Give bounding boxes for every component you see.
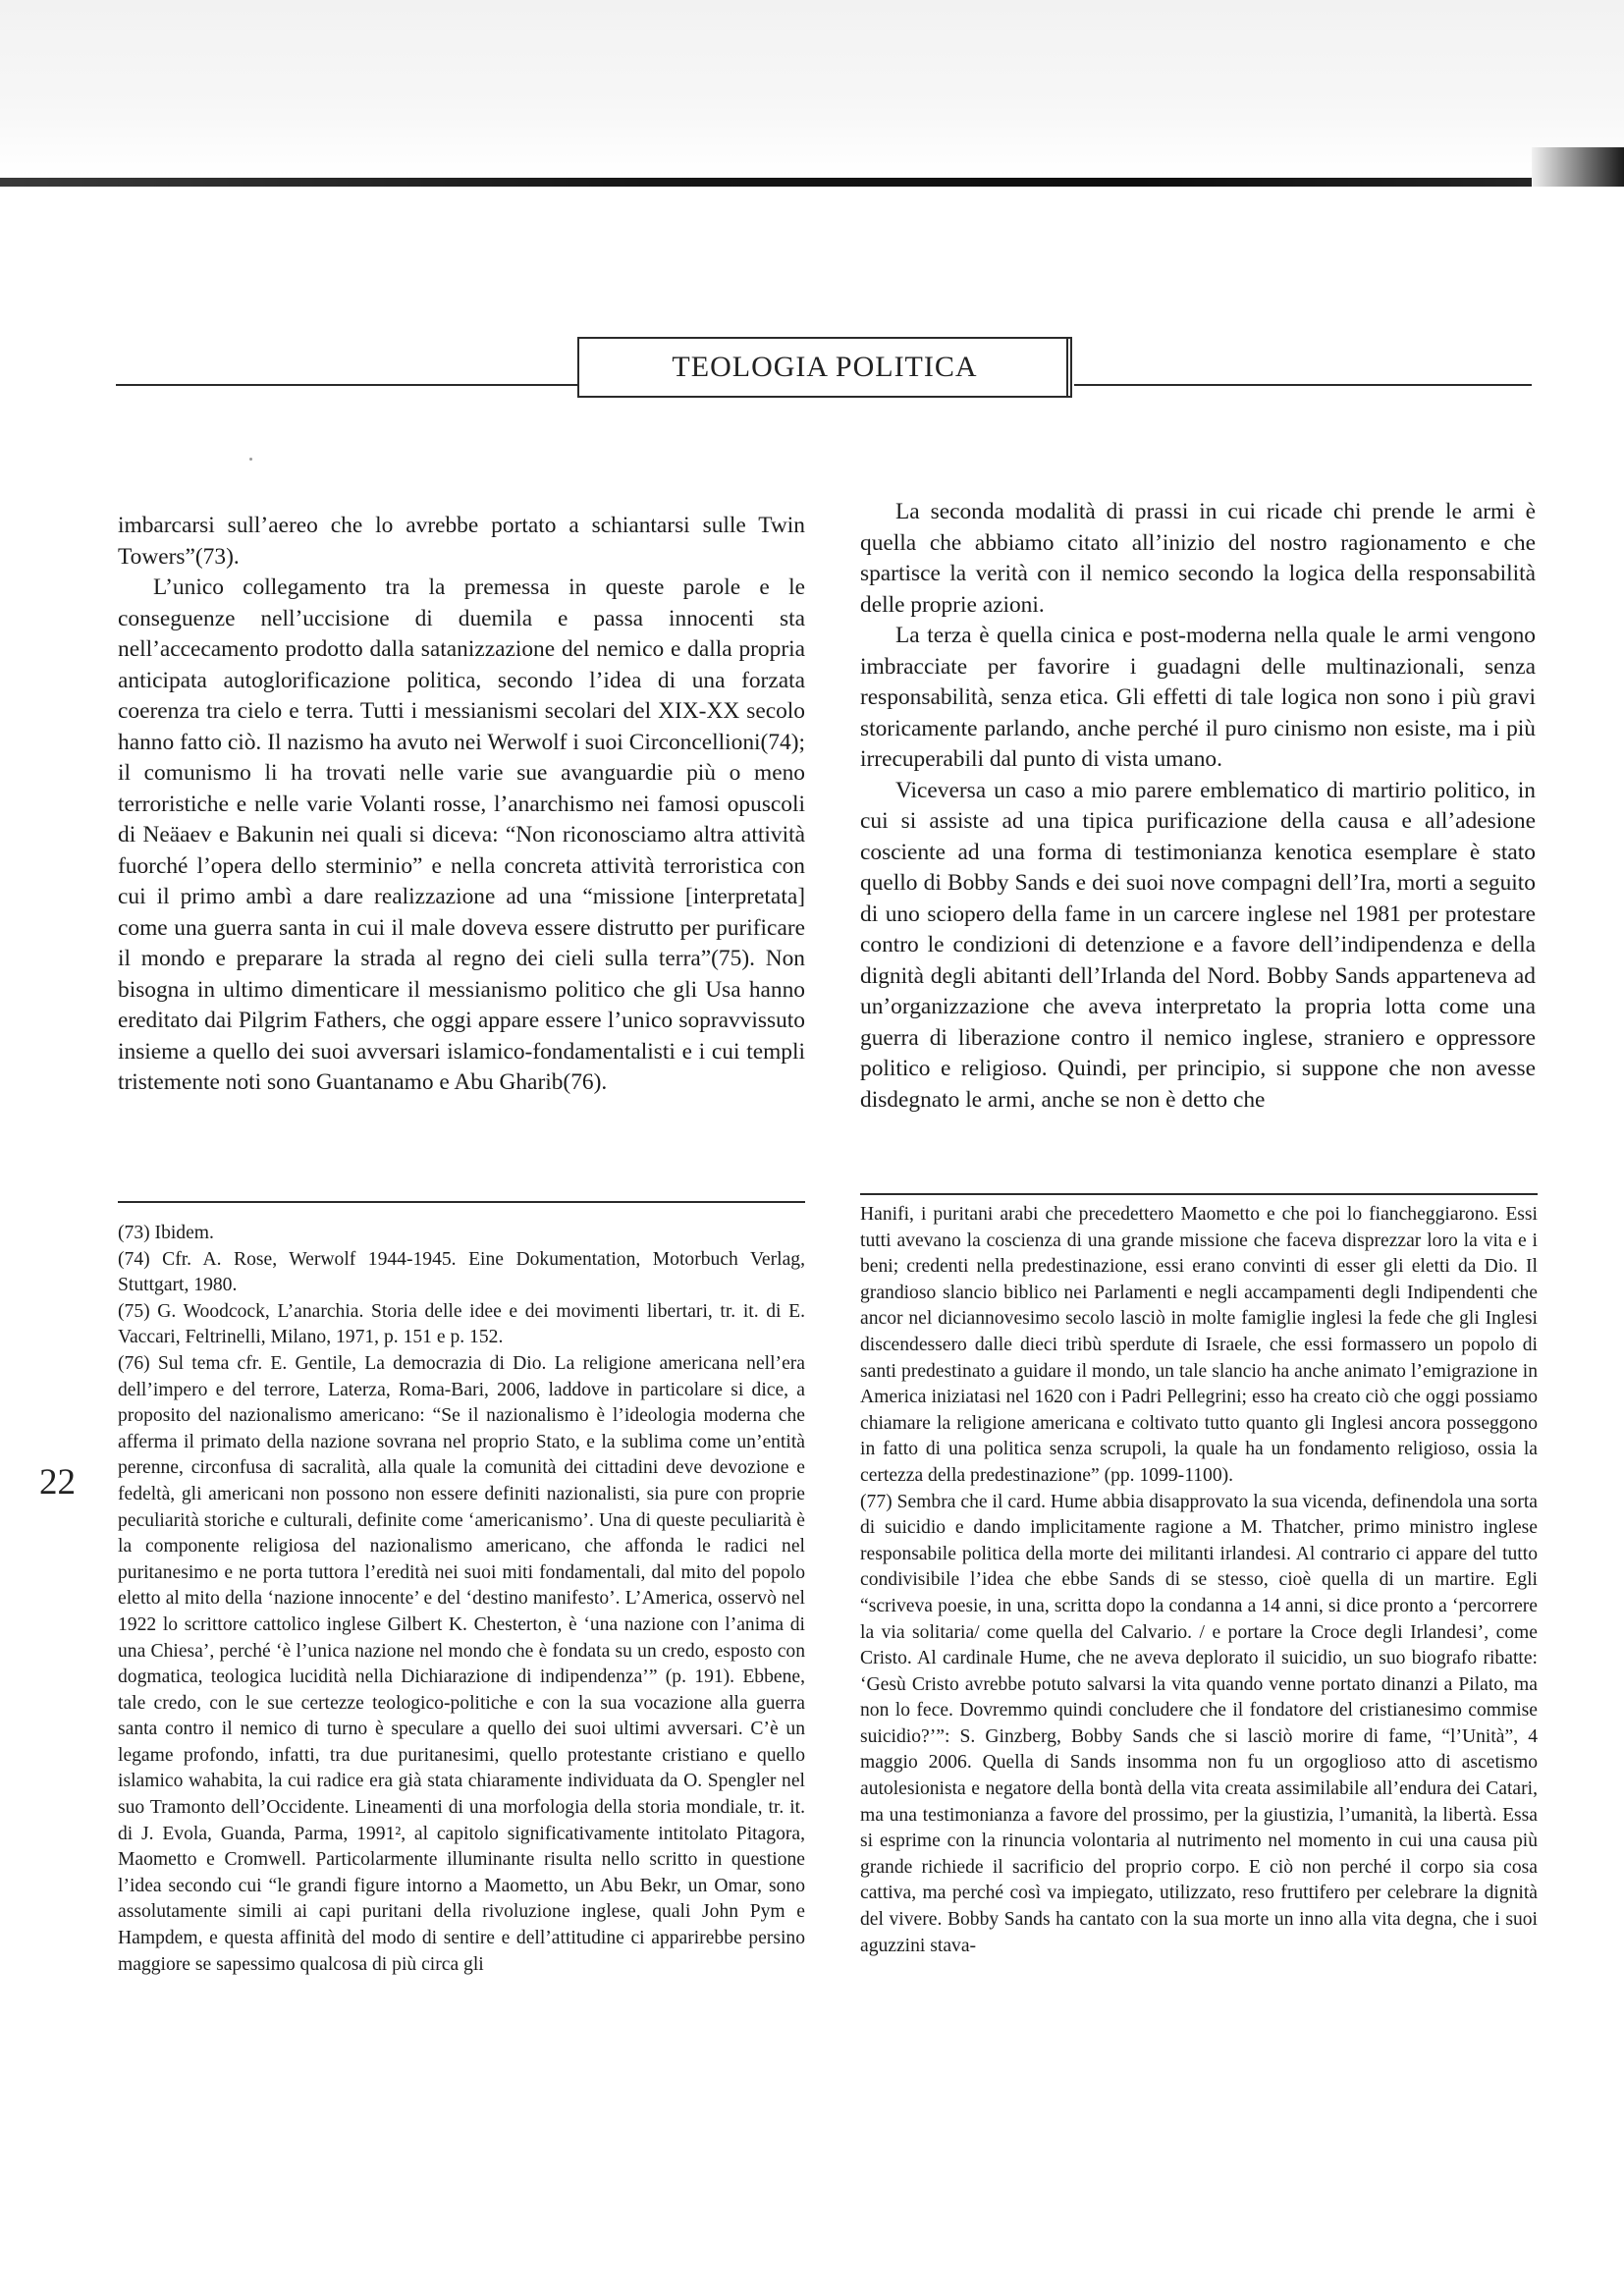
- scan-corner-shadow: [1532, 147, 1624, 187]
- scan-shadow: [0, 0, 1624, 177]
- paragraph: La seconda modalità di prassi in cui ricade chi prende le armi è quella che abbiamo citato all’inizio del nostro ragionamento e che spartisce la verità con il nemico secondo la logica della responsabilità delle proprie azioni.: [860, 499, 1536, 618]
- paragraph: Viceversa un caso a mio parere emblematico di martirio politico, in cui si assiste ad una tipica purificazione della causa e all’adesione cosciente ad una forma di testimonianza kenotica esemplare è stato quello di Bobby Sands e dei suoi nove compagni dell’Ira, morti a seguito di uno sciopero della fame in un carcere inglese nel 1981 per protestare contro le condizioni di detenzione e a favore dell’indipendenza e della dignità degli abitanti dell’Irlanda del Nord. Bobby Sands apparteneva ad un’organizzazione che aveva interpretato la propria lotta come una guerra di liberazione contro il nemico inglese, straniero e oppressore politico e religioso. Quindi, per principio, si suppone che non avesse disdegnato le armi, anche se non è detto che: [860, 777, 1536, 1113]
- scan-top-edge: [0, 178, 1624, 187]
- header-rule-right: [1074, 384, 1532, 386]
- main-text-left-column: [118, 511, 805, 1099]
- footnote: (77) Sembra che il card. Hume abbia disapprovato la sua vicenda, definendola una sorta di suicidio e dando implicitamente ragione a M. Thatcher, primo ministro inglese responsabile politica della morte dei militanti irlandesi. Al contrario ci appare del tutto condivisibile l’idea che ebbe Sands di se stesso, cioè quella di un martire. Egli “scriveva poesie, in una, scritta dopo la condanna a 14 anni, si dice pronto a ‘percorrere la via solitaria/ come quella del Calvario. / e portare la Croce degli Irlandesi’, come Cristo. Al cardinale Hume, che ne aveva deplorato il suicidio, un suo biografo ribatte: ‘Gesù Cristo avrebbe potuto salvarsi la vita quando venne portato dinanzi a Pilato, ma non lo fece. Dovremmo quindi concludere che il fondatore del cristianesimo commise suicidio?’”: S. Ginzberg, Bobby Sands che si lasciò morire di fame, “l’Unità”, 4 maggio 2006. Quella di Sands insomma non fu un orgoglioso atto di ascetismo autolesionista e negatore della bontà della vita creata assimilabile all’endura dei Catari, ma una testimonianza a favore del prossimo, per la giustizia, l’umanità, la libertà. Essa si esprime con la rinuncia volontaria al nutrimento nel momento in cui una causa più grande richiede il sacrificio del proprio corpo. E ciò non perché il corpo sia cosa cattiva, ma perché così va impiegato, utilizzato, reso fruttifero per celebrare la dignità del vivere. Bobby Sands ha cantato con la sua morte un inno alla vita degna, che i suoi aguzzini stava-: [860, 1491, 1538, 1956]
- header-rule-left: [116, 384, 577, 386]
- paragraph: La terza è quella cinica e post-moderna nella quale le armi vengono imbracciate per favorire i guadagni delle multinazionali, senza responsabilità, senza etica. Gli effetti di tale logica non sono i più gravi storicamente parlando, anche perché il puro cinismo non esiste, ma i più irrecuperabili dal punto di vista umano.: [860, 623, 1536, 772]
- header-box-tick: [1066, 337, 1068, 398]
- footnotes-right-column: [860, 1202, 1538, 1959]
- footnote-separator-right: [860, 1193, 1538, 1195]
- running-header: [577, 337, 1072, 398]
- footnote: (76) Sul tema cfr. E. Gentile, La democrazia di Dio. La religione americana nell’era dell’impero e del terrore, Laterza, Roma-Bari, 2006, laddove in particolare si dice, a proposito del nazionalismo americano: “Se il nazionalismo è l’ideologia moderna che afferma il primato della nazione sovrana nel proprio Stato, e la sublima come un’entità perenne, circonfusa di sacralità, alla quale la comunità dei cittadini deve devozione e fedeltà, gli americani non possono non essere definiti nazionalisti, sia pure con proprie peculiarità storiche e culturali, definite come ‘americanismo’. Una di queste peculiarità è la componente religiosa del nazionalismo americano, che affonda le radici nel puritanesimo e ne porta tuttora l’eredità nei suoi miti fondamentali, dal mito del popolo eletto al mito della ‘nazione innocente’ e del ‘destino manifesto’. L’America, osservò nel 1922 lo scrittore cattolico inglese Gilbert K. Chesterton, è ‘una nazione con l’anima di una Chiesa’, perché ‘è l’unica nazione nel mondo che è fondata su un credo, esposto con dogmatica, teologica lucidità nella Dichiarazione di indipendenza’” (p. 191). Ebbene, tale credo, con le sue certezze teologico-politiche e con la sua vocazione alla guerra santa contro il nemico di turno è speculare a quello dei suoi ultimi avversari. C’è un legame profondo, infatti, tra due puritanesimi, quello protestante cristiano e quello islamico wahabita, la cui radice era già stata chiaramente individuata da O. Spengler nel suo Tramonto dell’Occidente. Lineamenti di una morfologia della storia mondiale, tr. it. di J. Evola, Guanda, Parma, 1991², al capitolo significativamente intitolato Pitagora, Maometto e Cromwell. Particolarmente illuminante risulta nello scritto in questione l’idea secondo cui “le grandi figure intorno a Maometto, un Abu Bekr, un Omar, sono assolutamente simili ai capi puritani della rivoluzione inglese, quali John Pym e Hampdem, e questa affinità del modo di sentire e dell’attitudine ci apparirebbe persino maggiore se sapessimo qualcosa di più circa gli: [118, 1352, 805, 1975]
- footnotes-left-column: [118, 1221, 805, 1978]
- scan-speck: [249, 458, 252, 461]
- footnote: Hanifi, i puritani arabi che precedettero Maometto e che poi lo fiancheggiarono. Essi tutti avevano la coscienza di una grande missione che faceva disprezzar loro la vita e i beni; credenti nella predestinazione, essi erano convinti di esser gli eletti da Dio. Il grandioso slancio biblico nei Parlamenti e negli accampamenti degli Indipendenti che ancor nel diciannovesimo secolo lasciò in molte famiglie inglesi la fede che gli Inglesi discendessero dalle dieci tribù sperdute di Israele, che essi formassero un popolo di santi predestinato a guidare il mondo, un tale slancio ha anche animato l’emigrazione in America iniziatasi nel 1620 con i Padri Pellegrini; esso ha creato ciò che oggi possiamo chiamare la religione americana e coltivato tutto quanto gli Inglesi ancora posseggono in fatto di una politica senza scrupoli, la quale ha un fondamento religioso, ossia la certezza della predestinazione” (pp. 1099-1100).: [860, 1204, 1538, 1486]
- paragraph: L’unico collegamento tra la premessa in queste parole e le conseguenze nell’uccisione di duemila e passa innocenti sta nell’accecamento prodotto dalla satanizzazione del nemico e dalla propria anticipata autoglorificazione politica, secondo l’idea di una forzata coerenza tra cielo e terra. Tutti i messianismi secolari del XIX-XX secolo hanno fatto ciò. Il nazismo ha avuto nei Werwolf i suoi Circoncellioni(74); il comunismo li ha trovati nelle varie sue avanguardie più o meno terroristiche e nelle varie Volanti rosse, l’anarchismo nei famosi opuscoli di Neäaev e Bakunin nei quali si diceva: “Non riconosciamo altra attività fuorché l’opera dello sterminio” e nella concreta attività terroristica con cui il primo ambì a dare realizzazione ad una “missione [interpretata] come una guerra santa in cui il male doveva essere distrutto per purificare il mondo e preparare la strada al regno dei cieli sulla terra”(75). Non bisogna in ultimo dimenticare il messianismo politico che gli Usa hanno ereditato dai Pilgrim Fathers, che oggi appare essere l’unico sopravvissuto insieme a quello dei suoi avversari islamico-fondamentalisti e i cui templi tristemente noti sono Guantanamo e Abu Gharib(76).: [118, 574, 805, 1095]
- running-header-title: TEOLOGIA POLITICA: [672, 351, 978, 383]
- footnote: (74) Cfr. A. Rose, Werwolf 1944-1945. Eine Dokumentation, Motorbuch Verlag, Stuttgart, 1980.: [118, 1248, 805, 1296]
- page-number: 22: [39, 1462, 76, 1503]
- main-text-right-column: [860, 497, 1536, 1116]
- footnote: (75) G. Woodcock, L’anarchia. Storia delle idee e dei movimenti libertari, tr. it. di E. Vaccari, Feltrinelli, Milano, 1971, p. 151 e p. 152.: [118, 1300, 805, 1348]
- footnote-separator-left: [118, 1201, 805, 1203]
- footnote: (73) Ibidem.: [118, 1223, 214, 1243]
- paragraph: imbarcarsi sull’aereo che lo avrebbe portato a schiantarsi sulle Twin Towers”(73).: [118, 513, 805, 570]
